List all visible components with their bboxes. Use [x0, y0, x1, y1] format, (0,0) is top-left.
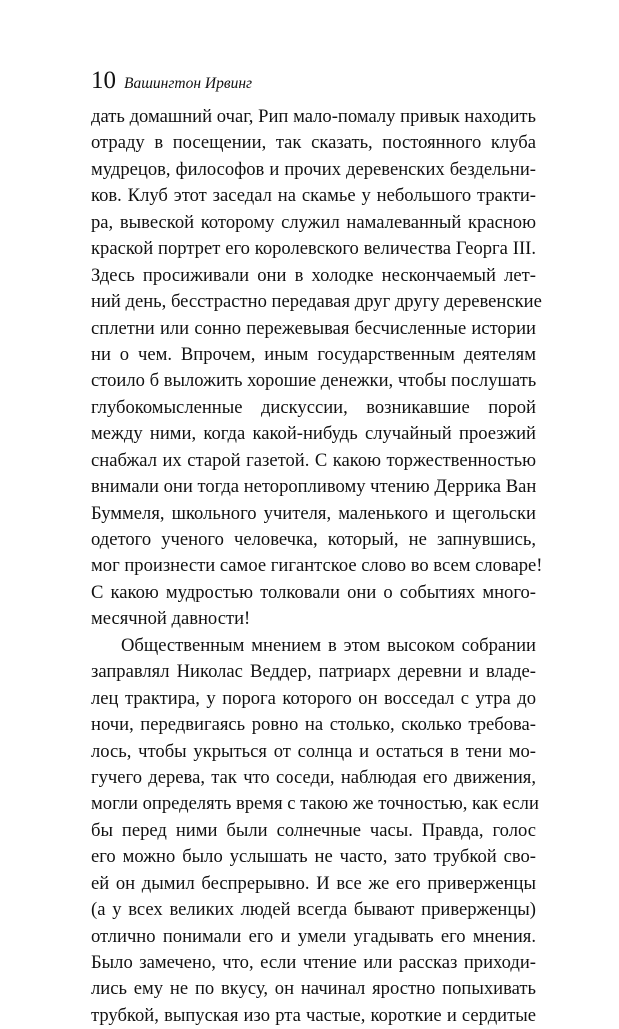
- text-line: ни о чем. Впрочем, иным государственным деятелям: [91, 343, 536, 365]
- body-text: [91, 104, 543, 1029]
- text-line: отраду в посещении, так сказать, постоянного клуба: [91, 132, 536, 154]
- text-line: ночи, передвигаясь ровно на столько, сколько требова-: [91, 714, 536, 736]
- page-number: 10: [91, 67, 116, 94]
- text-line: гучего дерева, так что соседи, наблюдая его движения,: [91, 766, 536, 788]
- running-title: Вашингтон Ирвинг: [124, 75, 253, 92]
- text-line: его можно было услышать не часто, зато трубкой сво-: [91, 846, 536, 868]
- text-line: (а у всех великих людей всегда бывают приверженцы): [91, 899, 536, 921]
- text-line: отлично понимали его и умели угадывать его мнения.: [91, 925, 536, 947]
- text-line: Буммеля, школьного учителя, маленького и щегольски: [91, 502, 536, 524]
- text-line: одетого ученого человечка, который, не запнувшись,: [91, 529, 536, 550]
- text-line: сплетни или сонно пережевывая бесчисленные истории: [91, 317, 536, 339]
- text-line: глубокомысленные дискуссии, возникавшие порой: [91, 396, 536, 418]
- text-line: заправлял Николас Веддер, патриарх деревни и владе-: [91, 661, 536, 683]
- text-line: Здесь просиживали они в холодке нескончаемый лет-: [91, 264, 536, 286]
- text-line: дать домашний очаг, Рип мало-помалу привык находить: [91, 106, 536, 127]
- text-line: лец трактира, у порога которого он восседал с утра до: [91, 687, 536, 709]
- text-line: могли определять время с такою же точностью, как если: [91, 793, 539, 815]
- text-line: мудрецов, философов и прочих деревенских бездельни-: [91, 158, 536, 180]
- text-line: краской портрет его королевского величества Георга III.: [91, 238, 536, 260]
- text-line: ра, вывеской которому служил намалеванный красною: [91, 211, 536, 233]
- text-line: снабжал их старой газетой. С какою торжественностью: [91, 449, 536, 471]
- running-head: [91, 66, 252, 96]
- text-line: между ними, когда какой-нибудь случайный проезжий: [91, 423, 536, 445]
- text-line: бы перед ними были солнечные часы. Правда, голос: [91, 819, 536, 841]
- text-line-paragraph-end: месячной давности!: [91, 608, 251, 630]
- text-line-paragraph-start: Общественным мнением в этом высоком собрании: [121, 634, 536, 656]
- text-line: ний день, бесстрастно передавая друг другу деревенские: [91, 291, 542, 313]
- text-line: внимали они тогда неторопливому чтению Деррика Ван: [91, 476, 537, 498]
- text-line: стоило б выложить хорошие денежки, чтобы послушать: [91, 370, 537, 392]
- text-line: мог произнести самое гигантское слово во всем словаре!: [91, 555, 543, 577]
- text-line: лись ему не по вкусу, он начинал яростно попыхивать: [91, 978, 536, 1000]
- text-line: трубкой, выпуская изо рта частые, короткие и сердитые: [91, 1004, 536, 1026]
- text-line: лось, чтобы укрыться от солнца и остаться в тени мо-: [91, 740, 536, 762]
- text-line: ей он дымил беспрерывно. И все же его приверженцы: [91, 872, 536, 894]
- text-line: ков. Клуб этот заседал на скамье у небольшого тракти-: [91, 185, 536, 207]
- text-line: Было замечено, что, если чтение или рассказ приходи-: [91, 952, 536, 973]
- text-line: С какою мудростью толковали они о событиях много-: [91, 581, 536, 603]
